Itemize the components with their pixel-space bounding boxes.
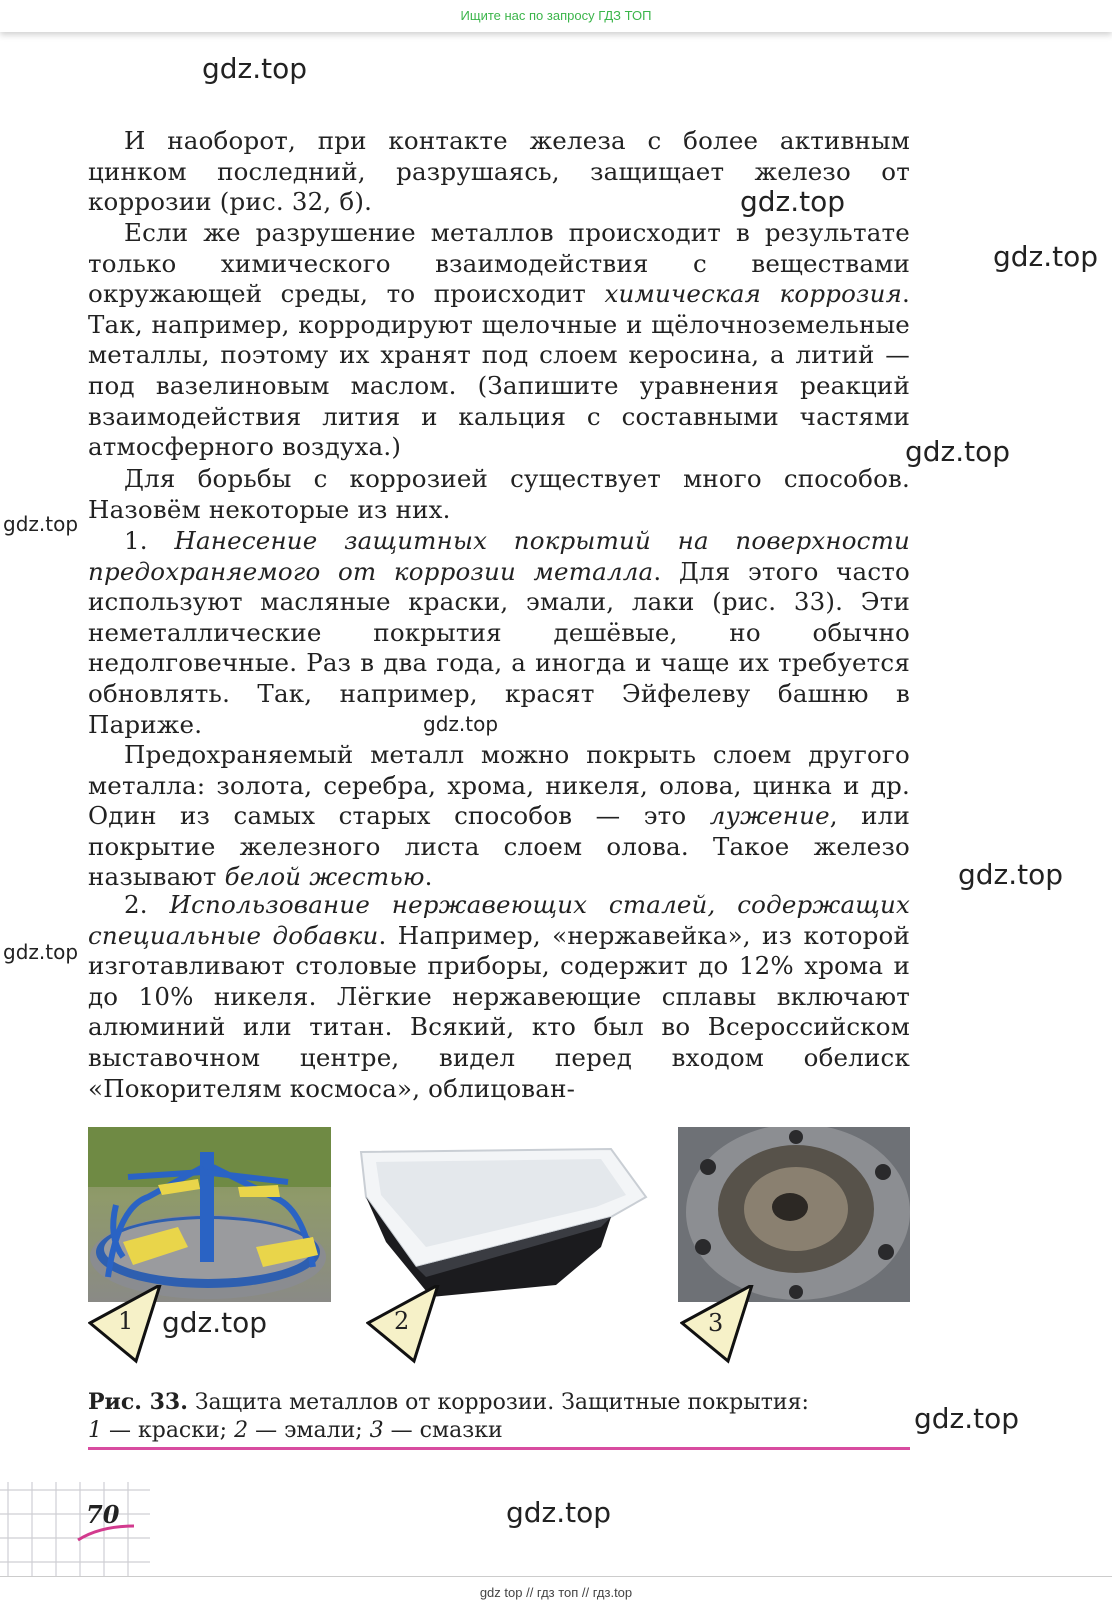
watermark: gdz.top <box>3 512 79 536</box>
photo-greased-flange <box>678 1127 910 1302</box>
caption-text: Защита металлов от коррозии. Защитные покрытия: <box>187 1390 809 1415</box>
caption-prefix: Рис. 33. <box>88 1389 188 1415</box>
banner-text[interactable]: Ищите нас по запросу ГДЗ ТОП <box>460 8 652 23</box>
caption-number: 2 <box>234 1418 249 1443</box>
list-number: 2. <box>124 890 170 919</box>
paragraph-method-2 <box>88 890 910 1104</box>
caption-text: — смазки <box>383 1418 503 1443</box>
figure-label-3 <box>680 1285 760 1365</box>
top-banner[interactable] <box>0 0 1112 32</box>
photo-painted-carousel <box>88 1127 331 1302</box>
watermark: gdz.top <box>423 712 499 736</box>
paragraph-methods-intro <box>88 464 910 525</box>
paragraph-text: . Для этого часто используют масляные краски, эмали, лаки (рис. 33). Эти неметаллические покрытия дешёвые, но обычно недолговечные. Раз в два года, а иногда и чаще их требуется обновлять. Так, например, красят Эйфелеву башню в Париже. <box>88 556 910 739</box>
photo-enamel-bathtub <box>356 1127 651 1302</box>
watermark: gdz.top <box>993 240 1099 273</box>
caption-text: — краски; <box>102 1418 235 1443</box>
caption-number: 1 <box>88 1418 102 1443</box>
figure-label-number: 2 <box>394 1307 410 1335</box>
watermark: gdz.top <box>202 52 308 85</box>
caption-text: — эмали; <box>248 1418 370 1443</box>
page-number: 70 <box>86 1500 120 1529</box>
paragraph-text: Для борьбы с коррозией существует много способов. Назовём некоторые из них. <box>88 464 910 524</box>
watermark: gdz.top <box>958 858 1064 891</box>
paragraph-text: . <box>424 862 433 892</box>
bathtub-image <box>356 1127 651 1302</box>
page-corner-grid <box>0 1482 150 1578</box>
paragraph-text: Предохраняемый металл можно покрыть слоем другого металла: золота, серебра, хрома, никеля, олова, цинка и др. Один из самых старых способов — это <box>88 740 910 831</box>
watermark: gdz.top <box>506 1496 612 1529</box>
list-number: 1. <box>124 526 175 555</box>
paragraph-text: . Например, «нержавейка», из которой изготавливают столовые приборы, содержит до 12% хрома и до 10% никеля. Лёгкие нержавеющие сплавы включают алюминий или титан. Всякий, кто был во Всероссийском выставочном центре, видел перед входом обелиск «Покорителям космоса», облицован- <box>88 920 910 1103</box>
figure-label-number: 1 <box>118 1307 134 1335</box>
term-chemical-corrosion: химическая коррозия <box>604 279 902 309</box>
figure-caption <box>88 1388 910 1445</box>
figure-label-2 <box>366 1285 446 1365</box>
caption-number: 3 <box>369 1418 384 1443</box>
paragraph-text: . Так, например, корродируют щелочные и щёлочноземельные металлы, поэтому их хранят под слоем керосина, а литий — под вазелиновым маслом. (Запишите уравнения реакций взаимодействия лития и кальция с составными частями атмосферного воздуха.) <box>88 279 910 462</box>
paragraph-chemical-corrosion <box>88 218 910 463</box>
watermark: gdz.top <box>740 185 846 218</box>
paragraph-metal-coating <box>88 740 910 893</box>
watermark: gdz.top <box>905 435 1011 468</box>
paragraph-text: , или покрытие железного листа слоем олова. Такое железо называют <box>88 801 910 892</box>
flange-image <box>678 1127 910 1302</box>
bottom-banner[interactable] <box>0 1576 1112 1611</box>
watermark: gdz.top <box>3 940 79 964</box>
caption-divider <box>88 1447 910 1450</box>
paragraph-text: Если же разрушение металлов происходит в результате только химического взаимодействия с веществами окружающей среды, то происходит <box>88 218 910 309</box>
term-tinning: лужение <box>709 801 830 831</box>
paragraph-electrochemical-zinc <box>88 126 910 218</box>
figure-label-number: 3 <box>708 1309 724 1337</box>
term-stainless-steel: Использование нержавеющих сталей, содержащих специальные добавки <box>88 890 911 950</box>
term-protective-coatings: Нанесение защитных покрытий на поверхности предохраняемого от коррозии металла <box>88 526 910 586</box>
watermark: gdz.top <box>914 1402 1020 1435</box>
watermark: gdz.top <box>162 1306 268 1339</box>
footer-links[interactable]: gdz top // гдз топ // гдз.top <box>479 1585 633 1600</box>
carousel-image <box>88 1127 331 1302</box>
term-tinplate: белой жестью <box>224 862 425 892</box>
paragraph-method-1 <box>88 526 910 740</box>
figure-label-1 <box>88 1285 168 1365</box>
paragraph-text: И наоборот, при контакте железа с более активным цинком последний, разрушаясь, защищает железо от коррозии (рис. 32, б). <box>88 126 910 217</box>
